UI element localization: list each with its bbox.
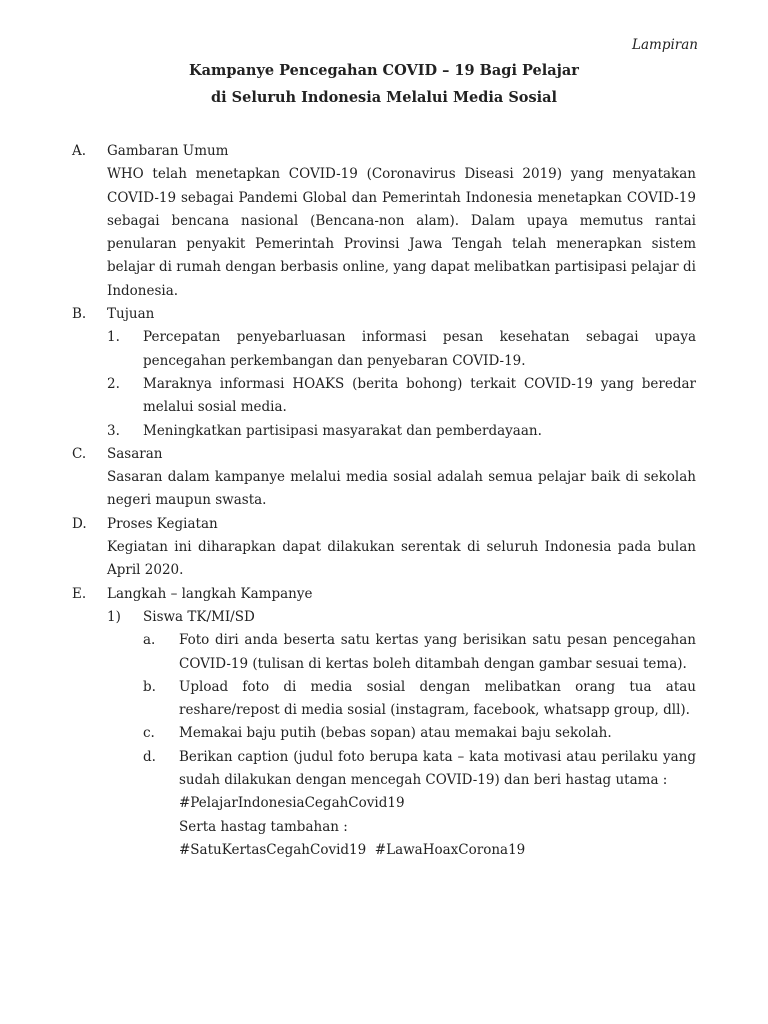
section-heading: Gambaran Umum <box>107 143 229 159</box>
section-a-body: WHO telah menetapkan COVID-19 (Coronavirus Diseasi 2019) yang menyatakan COVID-19 sebagai Pandemi Global dan Pemerintah Indonesia menetapkan COVID-19 sebagai bencana nasional (Bencana-non alam). Dalam upaya memutus rantai penularan penyakit Pemerintah Provinsi Jawa Tengah telah menerapkan sistem belajar di rumah dengan berbasis online, yang dapat melibatkan partisipasi pelajar di Indonesia. <box>107 166 696 299</box>
hashtag-extra: #SatuKertasCegahCovid19 #LawaHoaxCorona19 <box>179 841 526 858</box>
section-c <box>72 443 696 466</box>
document-title-line1: Kampanye Pencegahan COVID – 19 Bagi Pelajar <box>189 62 579 79</box>
document-body <box>72 140 696 862</box>
sub-list-item <box>72 676 696 723</box>
list-item <box>72 326 696 373</box>
section-c-body: Sasaran dalam kampanye melalui media sosial adalah semua pelajar baik di sekolah negeri maupun swasta. <box>107 469 696 509</box>
sub-list-letter: c. <box>143 725 155 742</box>
section-e <box>72 583 696 606</box>
section-heading: Proses Kegiatan <box>107 515 218 532</box>
list-item <box>72 420 696 443</box>
section-heading: Tujuan <box>107 306 155 323</box>
list-number: 2. <box>107 375 120 392</box>
sub-list-item <box>72 722 696 745</box>
sub-list-letter: b. <box>143 678 156 695</box>
step-number: 1) <box>107 608 121 625</box>
section-a <box>72 140 696 163</box>
sub-list-letter: d. <box>143 748 156 765</box>
section-d-body: Kegiatan ini diharapkan dapat dilakukan serentak di seluruh Indonesia pada bulan April 2020. <box>107 539 696 579</box>
lampiran-label: Lampiran <box>632 37 698 53</box>
step-group <box>72 606 696 629</box>
section-heading: Langkah – langkah Kampanye <box>107 585 313 602</box>
step-group-title: Siswa TK/MI/SD <box>143 608 255 625</box>
list-item-text: Maraknya informasi HOAKS (berita bohong) terkait COVID-19 yang beredar melalui sosial media. <box>143 375 696 416</box>
extra-hashtag-label: Serta hastag tambahan : <box>179 818 348 835</box>
section-letter: A. <box>72 143 87 159</box>
sub-list-letter: a. <box>143 632 156 649</box>
section-letter: C. <box>72 445 87 462</box>
section-heading: Sasaran <box>107 445 163 462</box>
section-letter: B. <box>72 306 87 323</box>
document-title-line2: di Seluruh Indonesia Melalui Media Sosial <box>210 89 558 106</box>
sub-list-item <box>72 629 696 676</box>
list-number: 3. <box>107 422 120 439</box>
sub-list-text: Berikan caption (judul foto berupa kata – kata motivasi atau perilaku yang sudah dilakukan dengan mencegah COVID-19) dan beri hastag utama : <box>179 748 696 789</box>
sub-list-item <box>72 746 696 793</box>
sub-list-text: Memakai baju putih (bebas sopan) atau memakai baju sekolah. <box>179 725 612 742</box>
list-item-text: Percepatan penyebarluasan informasi pesan kesehatan sebagai upaya pencegahan perkembangan dan penyebaran COVID-19. <box>143 329 696 369</box>
sub-list-text: Foto diri anda beserta satu kertas yang berisikan satu pesan pencegahan COVID-19 (tulisan di kertas boleh ditambah dengan gambar sesuai tema). <box>179 632 696 672</box>
hashtag-main: #PelajarIndonesiaCegahCovid19 <box>179 795 405 812</box>
list-item <box>72 373 696 420</box>
list-number: 1. <box>107 329 120 346</box>
section-letter: E. <box>72 585 87 602</box>
section-b <box>72 303 696 326</box>
sub-list-text: Upload foto di media sosial dengan melibatkan orang tua atau reshare/repost di media sosial (instagram, facebook, whatsapp group, dll). <box>179 678 696 719</box>
section-letter: D. <box>72 515 87 532</box>
section-d <box>72 513 696 536</box>
list-item-text: Meningkatkan partisipasi masyarakat dan pemberdayaan. <box>143 422 542 439</box>
